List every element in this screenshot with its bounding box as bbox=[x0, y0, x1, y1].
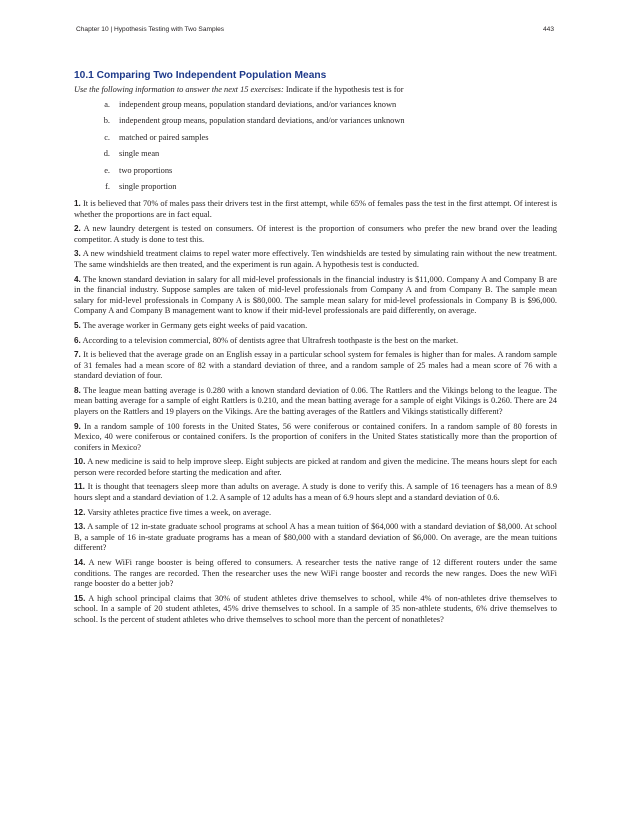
exercise-text: In a random sample of 100 forests in the United States, 56 were coniferous or contained conifers. In a random sample of 80 forests in Mexico, 40 were coniferous or contained conifers. Is the proportion of conifers in the United States statistically more than the proportion of conifers in Mexico? bbox=[74, 421, 558, 452]
exercise-item bbox=[74, 594, 557, 626]
exercise-number: 8. bbox=[74, 385, 81, 395]
exercise-text: It is believed that the average grade on an English essay in a particular school system for females is higher than for males. A random sample of 31 females had a mean score of 82 with a standard deviation of three, and a random sample of 25 males had a mean score of 76 with a standard deviation of four. bbox=[74, 350, 557, 381]
option-text: single mean bbox=[119, 149, 160, 159]
option-letter: b. bbox=[103, 116, 110, 126]
exercise-number: 2. bbox=[74, 224, 81, 234]
exercise-item bbox=[74, 199, 557, 220]
exercise-text: According to a television commercial, 80% of dentists agree that Ultrafresh toothpaste is the best on the market. bbox=[82, 335, 459, 345]
option-item bbox=[74, 166, 557, 176]
exercise-number: 5. bbox=[74, 320, 81, 330]
exercise-number: 11. bbox=[74, 482, 85, 492]
exercise-text: Varsity athletes practice five times a week, on average. bbox=[87, 507, 272, 517]
exercise-item bbox=[74, 422, 557, 454]
exercise-text: A new WiFi range booster is being offered to consumers. A researcher tests the native range of 12 different routers under the same conditions. The ranges are recorded. Then the researcher uses the new WiFi range booster and records the new ranges. Does the new WiFi range booster do a better job? bbox=[74, 558, 557, 588]
option-item bbox=[74, 182, 557, 192]
instructions-rest: Indicate if the hypothesis test is for bbox=[283, 85, 404, 94]
exercise-number: 13. bbox=[74, 522, 86, 532]
exercise-item bbox=[74, 350, 557, 382]
exercise-text: A new laundry detergent is tested on consumers. Of interest is the proportion of consumers who prefer the new brand over the leading competitor. A study is done to test this. bbox=[74, 224, 557, 244]
exercise-item bbox=[74, 482, 557, 503]
option-item bbox=[74, 149, 557, 159]
exercise-item bbox=[74, 321, 557, 332]
option-letter: d. bbox=[103, 149, 110, 159]
exercise-number: 7. bbox=[74, 350, 81, 360]
option-letter: a. bbox=[104, 99, 110, 109]
instructions bbox=[74, 85, 557, 96]
exercise-text: A new medicine is said to help improve sleep. Eight subjects are picked at random and given the medicine. The means hours slept for each person were recorded before starting the medication and after. bbox=[74, 457, 557, 477]
exercise-text: It is believed that 70% of males pass their drivers test in the first attempt, while 65% of females pass the test in the first attempt. Of interest is whether the proportions are in fact equal. bbox=[74, 199, 557, 219]
exercise-item bbox=[74, 386, 557, 418]
option-item bbox=[74, 133, 557, 143]
exercise-item bbox=[74, 249, 557, 270]
exercise-number: 10. bbox=[74, 457, 86, 467]
option-letter: c. bbox=[104, 132, 110, 142]
exercise-number: 1. bbox=[74, 199, 81, 209]
instructions-lead: Use the following information to answer the next 15 exercises: bbox=[74, 85, 284, 94]
chapter-title: Chapter 10 | Hypothesis Testing with Two Samples bbox=[76, 26, 225, 33]
exercise-item bbox=[74, 275, 557, 317]
option-text: two proportions bbox=[119, 165, 173, 175]
exercise-number: 15. bbox=[74, 593, 86, 603]
section-title: 10.1 Comparing Two Independent Population Means bbox=[74, 70, 327, 81]
exercise-item bbox=[74, 224, 557, 245]
option-text: independent group means, population standard deviations, and/or variances unknown bbox=[119, 116, 405, 126]
option-item bbox=[74, 100, 557, 110]
option-letter: e. bbox=[104, 165, 110, 175]
exercise-item bbox=[74, 336, 557, 347]
page-number: 443 bbox=[542, 26, 554, 33]
exercise-item bbox=[74, 508, 557, 519]
exercise-number: 14. bbox=[74, 558, 86, 567]
exercise-text: A new windshield treatment claims to repel water more effectively. Ten windshields are tested by simulating rain without the new treatment. The same windshields are then treated, and the experiment is run again. A hypothesis test is conducted. bbox=[74, 249, 557, 269]
exercise-text: The league mean batting average is 0.280 with a known standard deviation of 0.06. The Rattlers and the Vikings belong to the league. The mean batting average for a sample of eight Rattlers is 0.210, and the mean batting average for a sample of eight Vikings is 0.260. There are 24 players on the Rattlers and 19 players on the Vikings. Are the batting averages of the Rattlers and Vikings statistically different? bbox=[74, 385, 557, 416]
running-header bbox=[76, 26, 554, 33]
exercise-text: A sample of 12 in-state graduate school programs at school A has a mean tuition of $64,000 with a standard deviation of $8,000. At school B, a sample of 16 in-state graduate programs has a mean of $80,000 with a standard deviation of $6,000. On average, are the mean tuitions different? bbox=[74, 522, 557, 553]
option-text: single proportion bbox=[119, 182, 177, 192]
exercise-text: It is thought that teenagers sleep more than adults on average. A study is done to verify this. A sample of 16 teenagers has a mean of 8.9 hours slept and a standard deviation of 1.2. A sample of 12 adults has a mean of 6.9 hours slept and a standard deviation of 0.6. bbox=[74, 482, 558, 502]
exercise-number: 4. bbox=[74, 274, 81, 284]
exercise-text: The known standard deviation in salary for all mid-level professionals in the financial industry is $11,000. Company A and Company B are in the financial industry. Suppose samples are taken of mid-level professionals from Company A and from Company B. The sample mean salary for mid-level professionals in Company A is $80,000. The sample mean salary for mid-level professionals in Company B is $96,000. Company A and Company B management want to know if their mid-level professionals are paid differently, on average. bbox=[74, 274, 557, 316]
exercise-item bbox=[74, 558, 557, 590]
exercise-number: 9. bbox=[74, 421, 81, 431]
option-text: matched or paired samples bbox=[119, 132, 209, 142]
exercise-item bbox=[74, 522, 557, 554]
exercise-number: 6. bbox=[74, 335, 81, 345]
exercise-text: The average worker in Germany gets eight weeks of paid vacation. bbox=[82, 320, 308, 330]
option-item bbox=[74, 116, 557, 126]
exercise-text: A high school principal claims that 30% of student athletes drive themselves to school, while 4% of non-athletes drive themselves to school. In a sample of 20 student athletes, 45% drive themselves to school. In a sample of 35 non-athlete students, 6% drive themselves to school. Is the percent of student athletes who drive themselves to school more than the percent of nonathletes? bbox=[74, 593, 557, 624]
option-letter: f. bbox=[105, 182, 110, 192]
exercise-number: 3. bbox=[74, 249, 81, 259]
page-content bbox=[74, 70, 557, 629]
exercise-item bbox=[74, 457, 557, 478]
exercise-number: 12. bbox=[74, 507, 86, 517]
answer-options bbox=[74, 100, 557, 193]
option-text: independent group means, population standard deviations, and/or variances known bbox=[119, 99, 397, 109]
